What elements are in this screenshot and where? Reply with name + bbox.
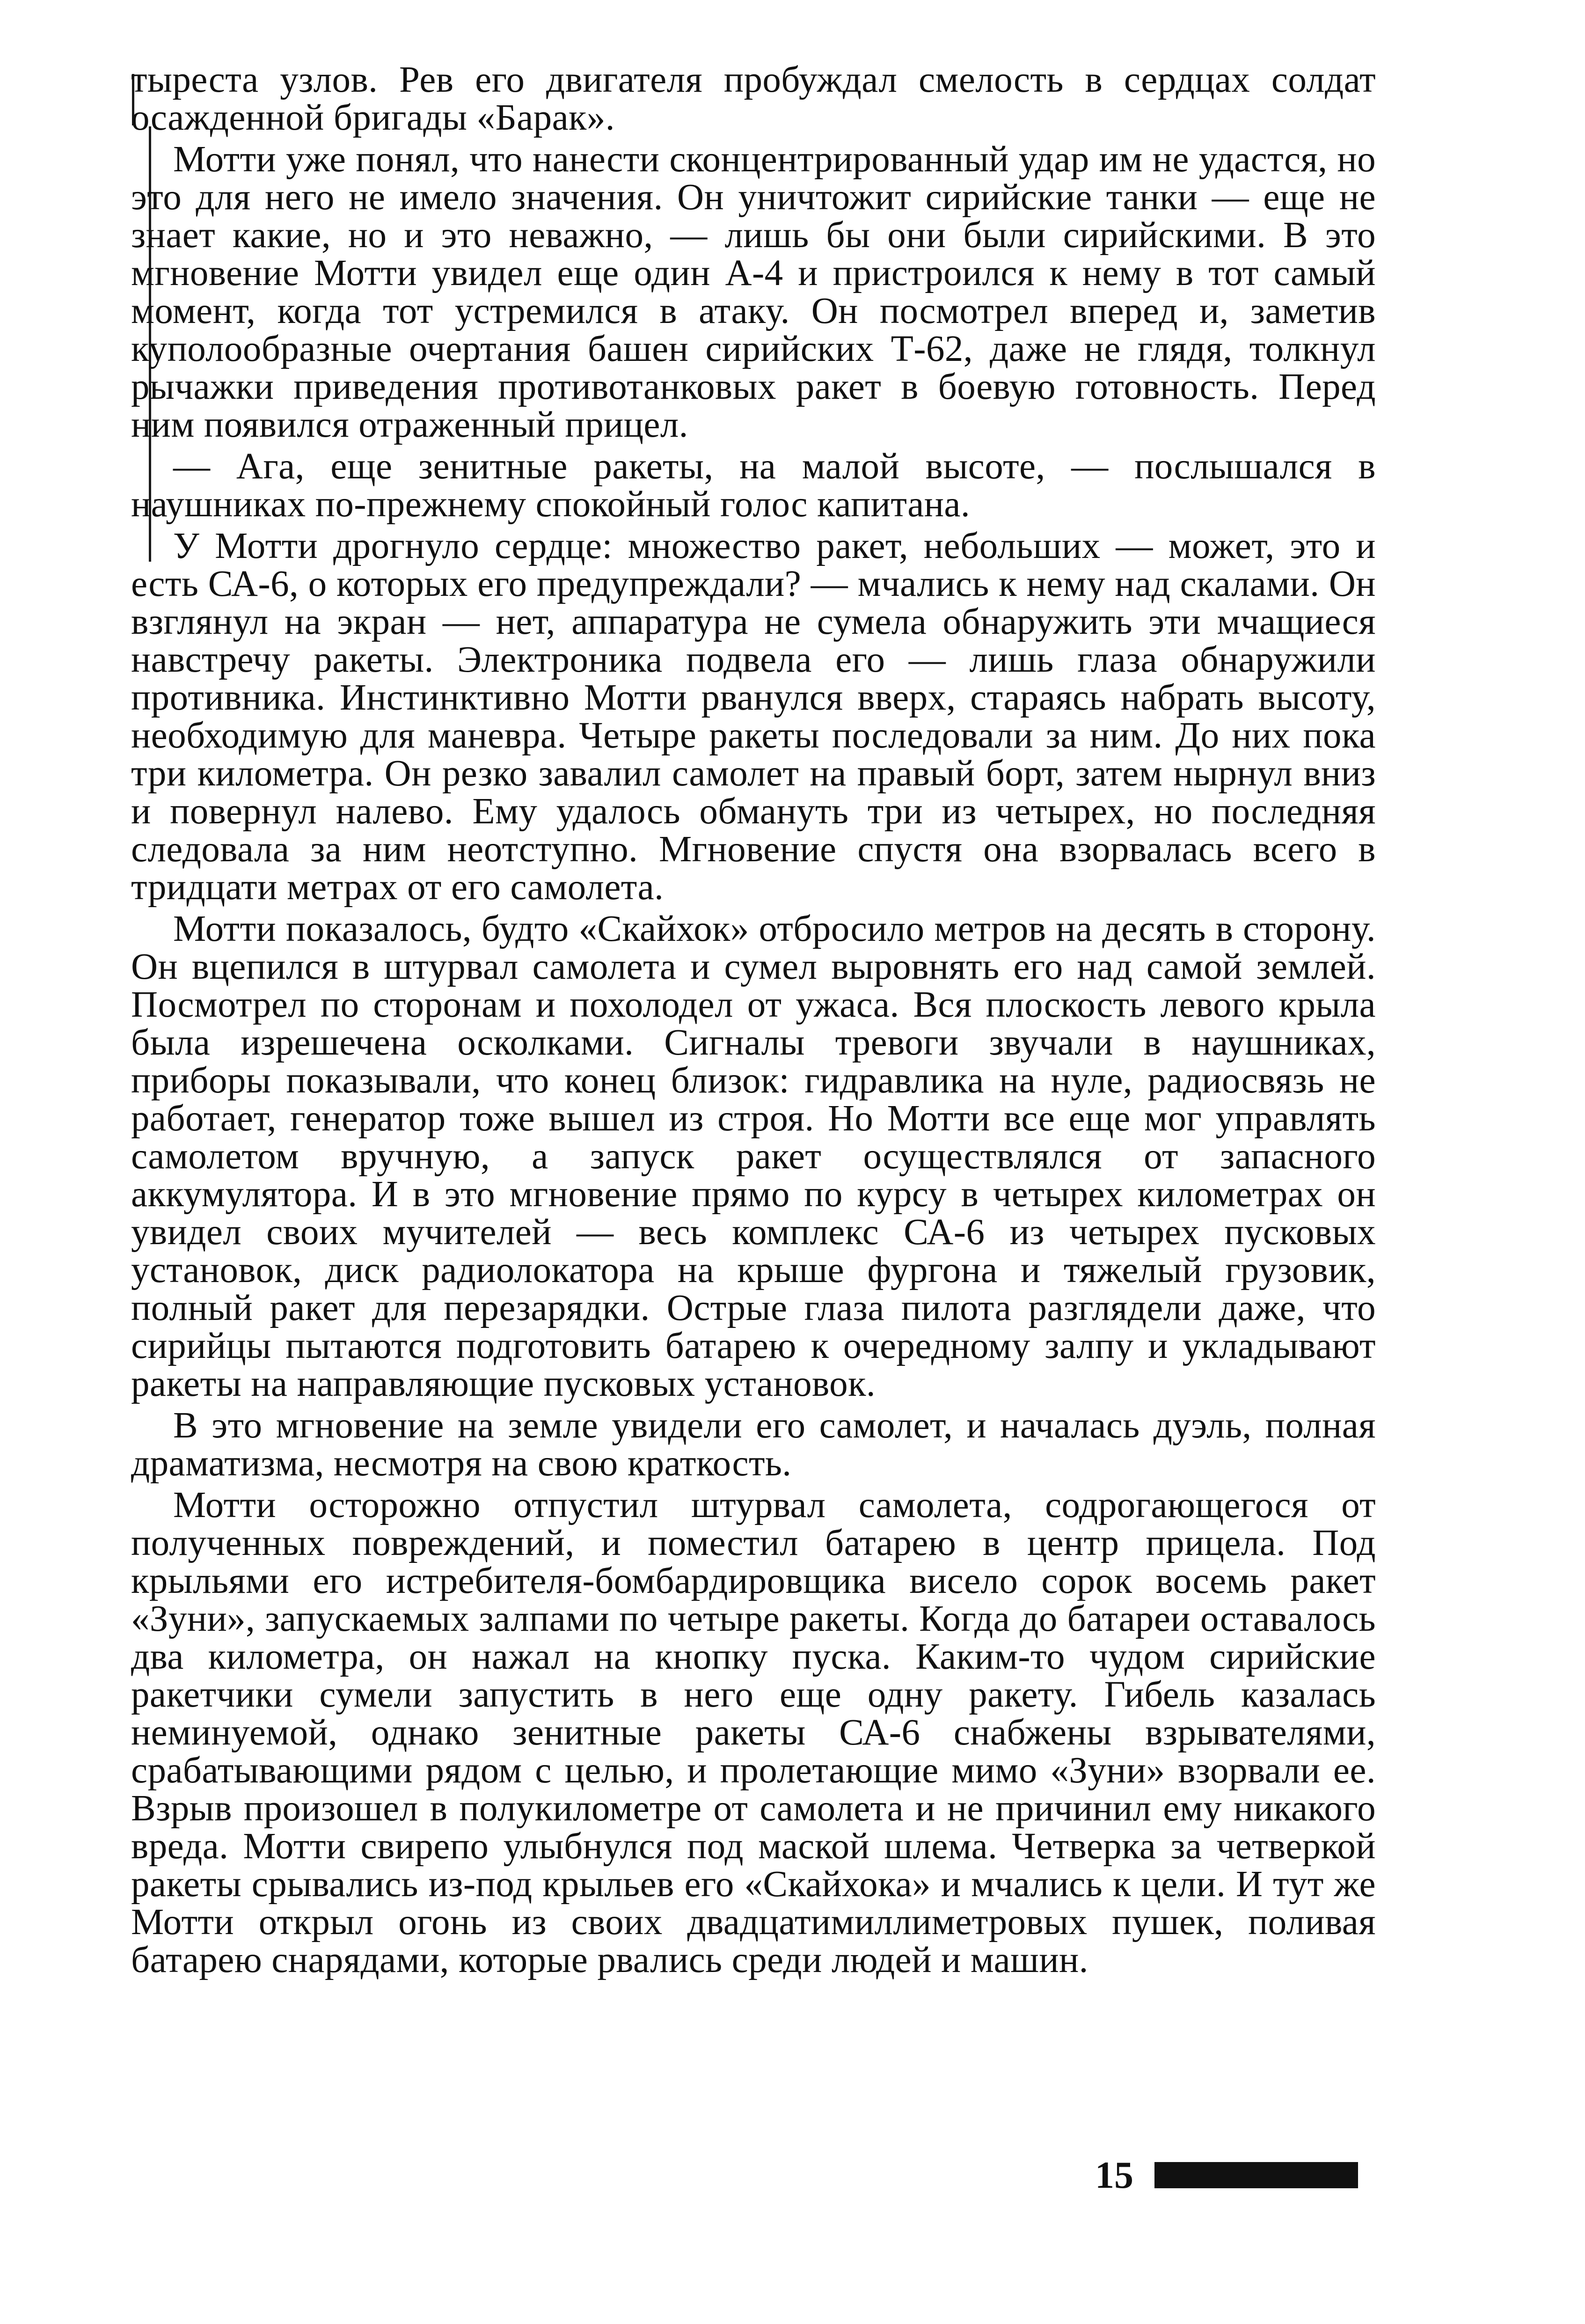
page-number-bar — [1154, 2162, 1358, 2188]
page-footer — [1095, 2153, 1358, 2197]
paragraph-1: тыреста узлов. Рев его двигателя пробуждал смелость в сердцах солдат осажденной бригады «Барак». — [131, 59, 1376, 138]
page-number: 15 — [1095, 2154, 1133, 2196]
paragraph-7: Мотти осторожно отпустил штурвал самолета, содрогающегося от полученных повреждений, и поместил батарею в центр прицела. Под крыльями его истребителя-бомбардировщика висело сорок восемь ракет «Зуни», запускаемых залпами по четыре ракеты. Когда до батареи оставалось два километра, он нажал на кнопку пуска. Каким-то чудом сирийские ракетчики сумели запустить в него еще одну ракету. Гибель казалась неминуемой, однако зенитные ракеты СА-6 снабжены взрывателями, срабатывающими рядом с целью, и пролетающие мимо «Зуни» взорвали ее. Взрыв произошел в полукилометре от самолета и не причинил ему никакого вреда. Мотти свирепо улыбнулся под маской шлема. Четверка за четверкой ракеты срывались из-под крыльев его «Скайхока» и мчались к цели. И тут же Мотти открыл огонь из своих двадцатимиллиметровых пушек, поливая батарею снарядами, которые рвались среди людей и машин. — [131, 1485, 1376, 1980]
paragraph-6: В это мгновение на земле увидели его самолет, и началась дуэль, полная драматизма, несмотря на свою краткость. — [131, 1405, 1376, 1484]
paragraph-2: Мотти уже понял, что нанести сконцентрированный удар им не удастся, но это для него не имело значения. Он уничтожит сирийские танки — еще не знает какие, но и это неважно, — лишь бы они были сирийскими. В это мгновение Мотти увидел еще один А-4 и пристроился к нему в тот самый момент, когда тот устремился в атаку. Он посмотрел вперед и, заметив куполообразные очертания башен сирийских Т-62, даже не глядя, толкнул рычажки приведения противотанковых ракет в боевую готовность. Перед ним появился отраженный прицел. — [131, 139, 1376, 445]
paragraph-3: — Ага, еще зенитные ракеты, на малой высоте, — послышался в наушниках по-прежнему спокойный голос капитана. — [131, 446, 1376, 525]
page-body — [131, 61, 1376, 1983]
paragraph-4: У Мотти дрогнуло сердце: множество ракет, небольших — может, это и есть СА-6, о которых его предупреждали? — мчались к нему над скалами. Он взглянул на экран — нет, аппаратура не сумела обнаружить эти мчащиеся навстречу ракеты. Электроника подвела его — лишь глаза обнаружили противника. Инстинктивно Мотти рванулся вверх, стараясь набрать высоту, необходимую для маневра. Четыре ракеты последовали за ним. До них пока три километра. Он резко завалил самолет на правый борт, затем нырнул вниз и повернул налево. Ему удалось обмануть три из четырех, но последняя следовала за ним неотступно. Мгновение спустя она взорвалась всего в тридцати метрах от его самолета. — [131, 526, 1376, 908]
paragraph-5: Мотти показалось, будто «Скайхок» отбросило метров на десять в сторону. Он вцепился в штурвал самолета и сумел выровнять его над самой землей. Посмотрел по сторонам и похолодел от ужаса. Вся плоскость левого крыла была изрешечена осколками. Сигналы тревоги звучали в наушниках, приборы показывали, что конец близок: гидравлика на нуле, радиосвязь не работает, генератор тоже вышел из строя. Но Мотти все еще мог управлять самолетом вручную, а запуск ракет осуществлялся от запасного аккумулятора. И в это мгновение прямо по курсу в четырех километрах он увидел своих мучителей — весь комплекс СА-6 из четырех пусковых установок, диск радиолокатора на крыше фургона и тяжелый грузовик, полный ракет для перезарядки. Острые глаза пилота разглядели даже, что сирийцы пытаются подготовить батарею к очередному залпу и укладывают ракеты на направляющие пусковых установок. — [131, 909, 1376, 1404]
